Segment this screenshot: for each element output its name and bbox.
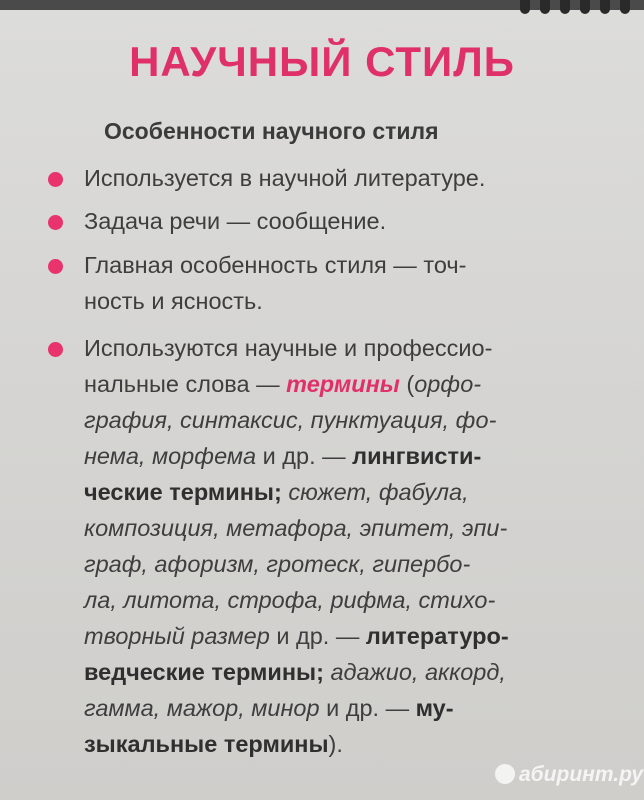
watermark-text: абиринт.ру [519, 763, 644, 786]
list-item [48, 330, 608, 762]
item-text: и др. — [269, 623, 366, 649]
labirint-logo-icon [495, 764, 515, 784]
item-text-line: ность и ясность. [84, 288, 263, 314]
item-text-line: Используются научные и профессио- [84, 335, 493, 361]
item-text: Используется в научной литературе. [84, 165, 486, 191]
bold-category: ведческие термины; [84, 659, 324, 685]
item-text: и др. — [256, 443, 353, 469]
section-subtitle: Особенности научного стиля [104, 118, 439, 144]
item-text: ). [328, 731, 343, 757]
example-text: нема, морфема [84, 443, 257, 469]
bold-category: литературо- [365, 623, 509, 649]
bold-category: му- [415, 695, 454, 721]
features-list [48, 160, 608, 762]
item-text: Задача речи — сообщение. [84, 208, 387, 234]
example-text: сюжет, фабула, [281, 479, 469, 505]
spiral-binding [0, 0, 644, 14]
item-text: нальные слова — [84, 371, 287, 397]
bold-category: ческие термины; [84, 479, 282, 505]
bullet-icon [48, 215, 63, 230]
bold-category: лингвисти- [352, 443, 482, 469]
example-text: орфо- [414, 371, 482, 397]
example-text: гамма, мажор, минор [84, 695, 320, 721]
example-text: графия, синтаксис, пунктуация, фо- [84, 407, 497, 433]
item-text-line: Главная особенность стиля — точ- [84, 252, 467, 278]
example-text: ла, литота, строфа, рифма, стихо- [84, 587, 496, 613]
highlighted-term: термины [286, 371, 400, 397]
item-text: ( [399, 371, 415, 397]
list-item [48, 247, 608, 319]
list-item [48, 203, 608, 239]
watermark [495, 763, 643, 787]
item-text: и др. — [319, 695, 416, 721]
bullet-icon [48, 259, 63, 274]
bold-category: зыкальные термины [84, 731, 329, 757]
example-text: граф, афоризм, гротеск, гипербо- [84, 551, 471, 577]
bullet-icon [48, 172, 63, 187]
bullet-icon [48, 342, 63, 357]
example-text: творный размер [84, 623, 270, 649]
example-text: адажио, аккорд, [323, 659, 506, 685]
page-title: НАУЧНЫЙ СТИЛЬ [129, 38, 515, 85]
list-item [48, 160, 608, 196]
example-text: композиция, метафора, эпитет, эпи- [84, 515, 508, 541]
